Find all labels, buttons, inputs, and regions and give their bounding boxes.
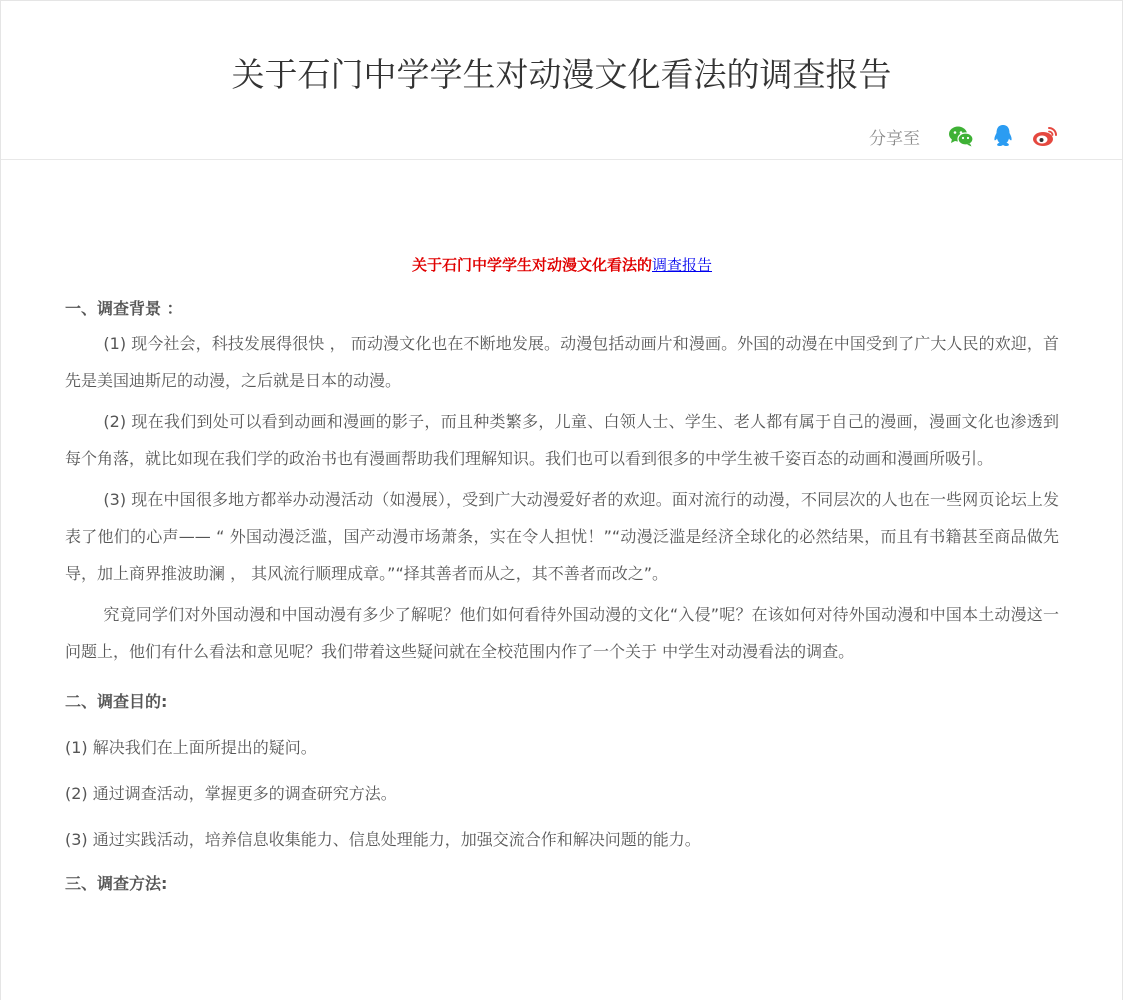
list-item: (3) 通过实践活动，培养信息收集能力、信息处理能力，加强交流合作和解决问题的能力。: [65, 830, 701, 849]
report-heading: [65, 253, 1059, 277]
section-heading-background: 一、调查背景 ：: [65, 299, 183, 318]
qq-icon[interactable]: [988, 121, 1018, 151]
paragraph: (1) 现今社会，科技发展得很快 ， 而动漫文化也在不断地发展。动漫包括动画片和漫画。外国的动漫在中国受到了广大人民的欢迎，首先是美国迪斯尼的动漫，之后就是日本的动漫。: [65, 334, 1059, 390]
list-item: (2) 通过调查活动，掌握更多的调查研究方法。: [65, 784, 397, 803]
paragraph: (2) 现在我们到处可以看到动画和漫画的影子，而且种类繁多，儿童、白领人士、学生、老人都有属于自己的漫画，漫画文化也渗透到每个角落，就比如现在我们学的政治书也有漫画帮助我们理解知识。我们也可以看到很多的中学生被千姿百态的动画和漫画所吸引。: [65, 412, 1059, 468]
wechat-icon[interactable]: [946, 121, 976, 151]
report-heading-text: 关于石门中学学生对动漫文化看法的: [411, 256, 652, 274]
share-label: 分享至: [869, 128, 920, 149]
page-title: 关于石门中学学生对动漫文化看法的调查报告: [231, 55, 892, 94]
paragraph: (3) 现在中国很多地方都举办动漫活动（如漫展），受到广大动漫爱好者的欢迎。面对流行的动漫，不同层次的人也在一些网页论坛上发表了他们的心声—— “ 外国动漫泛滥，国产动漫市场萧条，实在令人担忧！”“动漫泛滥是经济全球化的必然结果，而且有书籍甚至商品做先导，加上商界推波助澜 ， 其风流行顺理成章。”“择其善者而从之，其不善者而改之”。: [65, 490, 1059, 583]
article-header: [1, 1, 1122, 160]
share-bar: [869, 121, 1060, 151]
article-body: [65, 241, 1059, 896]
list-item: (1) 解决我们在上面所提出的疑问。: [65, 738, 317, 757]
section-heading-purpose: 二、调查目的:: [65, 692, 168, 711]
paragraph: 究竟同学们对外国动漫和中国动漫有多少了解呢？他们如何看待外国动漫的文化“入侵”呢？在该如何对待外国动漫和中国本土动漫这一问题上，他们有什么看法和意见呢？我们带着这些疑问就在全校范围内作了一个关于 中学生对动漫看法的调查。: [65, 605, 1059, 661]
weibo-icon[interactable]: [1030, 121, 1060, 151]
section-heading-method: 三、调查方法:: [65, 874, 168, 893]
report-link[interactable]: 调查报告: [652, 256, 713, 274]
